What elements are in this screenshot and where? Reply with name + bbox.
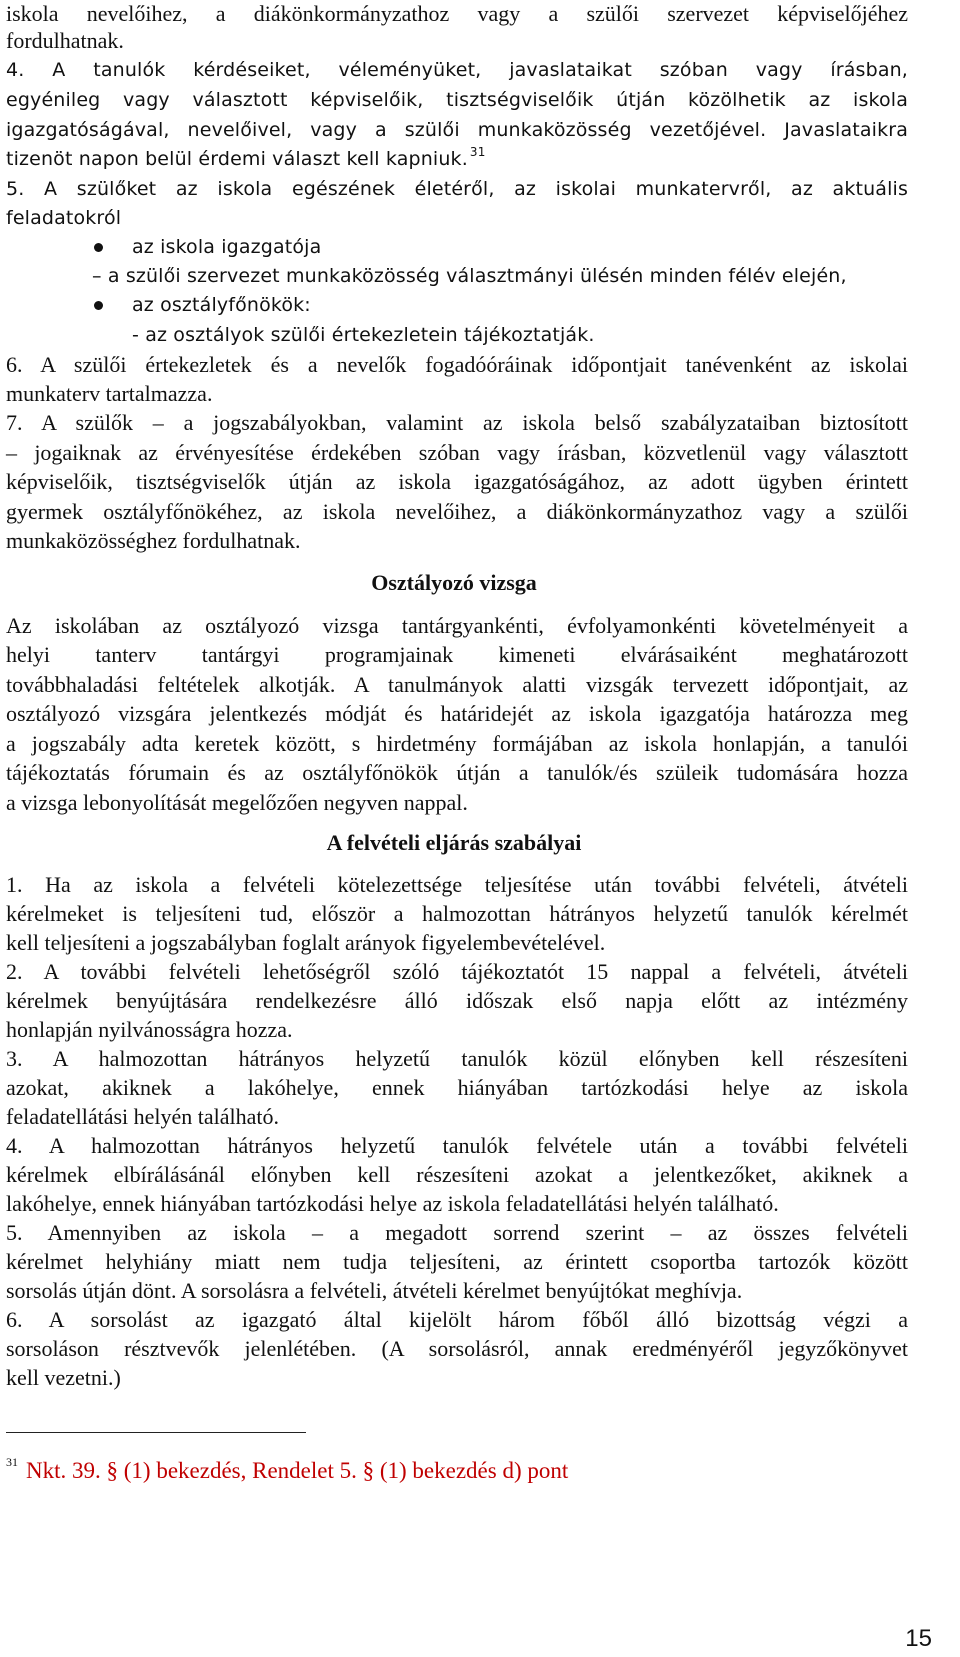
rule-5-line: 5. Amennyiben az iskola – a megadott sorrend szerint – az összes felvételi xyxy=(6,1220,908,1245)
footnote-separator xyxy=(6,1432,306,1433)
item-6-line: munkaterv tartalmazza. xyxy=(6,381,213,406)
rule-5-line: kérelmet helyhiány miatt nem tudja teljesíteni, az érintett csoportba tartozók között xyxy=(6,1249,908,1274)
footnote xyxy=(6,1455,569,1484)
rule-4-line: 4. A halmozottan hátrányos helyzetű tanulók felvétele után a további felvételi xyxy=(6,1133,908,1158)
body-line: iskola nevelőihez, a diákönkormányzathoz vagy a szülői szervezet képviselőjéhez xyxy=(6,1,908,26)
rule-1-line: 1. Ha az iskola a felvételi kötelezettsége teljesítése után további felvételi, átvételi xyxy=(6,872,908,897)
paragraph-line: továbbhaladási feltételek alkotják. A tanulmányok alatti vizsgák tervezett időpontjait, az xyxy=(6,672,908,697)
item-6-line: 6. A szülői értekezletek és a nevelők fogadóóráinak időpontjait tanévenként az iskolai xyxy=(6,352,908,377)
item-7-line: munkaközösséghez fordulhatnak. xyxy=(6,528,301,553)
rule-2-line: 2. A további felvételi lehetőségről szóló tájékoztatót 15 nappal a felvételi, átvételi xyxy=(6,959,908,984)
item-4-line: egyénileg vagy választott képviselőik, tisztségviselőik útján közölhetik az iskola xyxy=(6,89,908,111)
item-4-line: igazgatóságával, nevelőivel, vagy a szülői munkaközösség vezetőjével. Javaslataikra xyxy=(6,119,908,141)
rule-3-line: azokat, akiknek a lakóhelye, ennek hiányában tartózkodási helye az iskola xyxy=(6,1075,908,1100)
rule-3-line: feladatellátási helyén található. xyxy=(6,1104,280,1129)
rule-2-line: honlapján nyilvánosságra hozza. xyxy=(6,1017,293,1042)
bullet-item: az iskola igazgatója xyxy=(132,233,321,261)
section-heading: Osztályozó vizsga xyxy=(371,570,537,595)
rule-4-line: kérelmek elbírálásánál előnyben kell részesíteni azokat a jelentkezőket, akiknek a xyxy=(6,1162,908,1187)
body-line: fordulhatnak. xyxy=(6,28,124,53)
footnote-number: 31 xyxy=(6,1455,18,1469)
item-4-text: tizenöt napon belül érdemi választ kell kapniuk. xyxy=(6,148,468,170)
item-7-line: gyermek osztályfőnökéhez, az iskola nevelőihez, a diákönkormányzathoz vagy a szülői xyxy=(6,499,908,524)
rule-5-line: sorsolás útján dönt. A sorsolásra a felvételi, átvételi kérelmet benyújtókat meghívja. xyxy=(6,1278,743,1303)
paragraph-line: tájékoztatás fórumain és az osztályfőnökök útján a tanulók/és szüleik tudomására hozza xyxy=(6,760,908,785)
page-number: 15 xyxy=(905,1625,932,1652)
paragraph-line: helyi tanterv tantárgyi programjainak kimeneti elvárásaiként meghatározott xyxy=(6,642,908,667)
rule-2-line: kérelmek benyújtására rendelkezésre álló időszak első napja előtt az intézmény xyxy=(6,988,908,1013)
rule-6-line: kell vezetni.) xyxy=(6,1365,121,1390)
dash-item: - az osztályok szülői értekezletein tájékoztatják. xyxy=(132,324,595,346)
bullet-item: az osztályfőnökök: xyxy=(132,291,311,319)
paragraph-line: osztályozó vizsgára jelentkezés módját és határidejét az iskola igazgatója határozza meg xyxy=(6,701,908,726)
footnote-text: Nkt. 39. § (1) bekezdés, Rendelet 5. § (1) bekezdés d) pont xyxy=(26,1458,569,1483)
footnote-reference[interactable]: 31 xyxy=(469,145,486,159)
dash-item: – a szülői szervezet munkaközösség választmányi ülésén minden félév elején, xyxy=(92,265,847,287)
rule-1-line: kell teljesíteni a jogszabályban foglalt arányok figyelembevételével. xyxy=(6,930,606,955)
paragraph-line: a vizsga lebonyolítását megelőzően negyven nappal. xyxy=(6,790,468,815)
rule-4-line: lakóhelye, ennek hiányában tartózkodási helye az iskola feladatellátási helyén található. xyxy=(6,1191,779,1216)
paragraph-line: a jogszabály adta keretek között, s hirdetmény formájában az iskola honlapján, a tanulói xyxy=(6,731,908,756)
rule-3-line: 3. A halmozottan hátrányos helyzetű tanulók közül előnyben kell részesíteni xyxy=(6,1046,908,1071)
rule-6-line: 6. A sorsolást az igazgató által kijelölt három főből álló bizottság végzi a xyxy=(6,1307,908,1332)
item-5-line: 5. A szülőket az iskola egészének életéről, az iskolai munkatervről, az aktuális xyxy=(6,178,908,200)
paragraph-line: Az iskolában az osztályozó vizsga tantárgyankénti, évfolyamonkénti követelményeit a xyxy=(6,613,908,638)
section-heading: A felvételi eljárás szabályai xyxy=(326,830,582,855)
item-5-line: feladatokról xyxy=(6,207,122,229)
item-7-line: 7. A szülők – a jogszabályokban, valamint az iskola belső szabályzataiban biztosított xyxy=(6,410,908,435)
item-7-line: képviselőik, tisztségviselők útján az iskola igazgatóságához, az adott ügyben érintett xyxy=(6,469,908,494)
rule-6-line: sorsoláson résztvevők jelenlétében. (A sorsolásról, annak eredményéről jegyzőkönyvet xyxy=(6,1336,908,1361)
item-4-line: 4. A tanulók kérdéseiket, véleményüket, javaslataikat szóban vagy írásban, xyxy=(6,59,908,81)
item-7-line: – jogaiknak az érvényesítése érdekében szóban vagy írásban, közvetlenül vagy választott xyxy=(6,440,908,465)
rule-1-line: kérelmeket is teljesíteni tud, először a halmozottan hátrányos helyzetű tanulók kérelmét xyxy=(6,901,908,926)
item-4-line-last xyxy=(6,145,485,173)
